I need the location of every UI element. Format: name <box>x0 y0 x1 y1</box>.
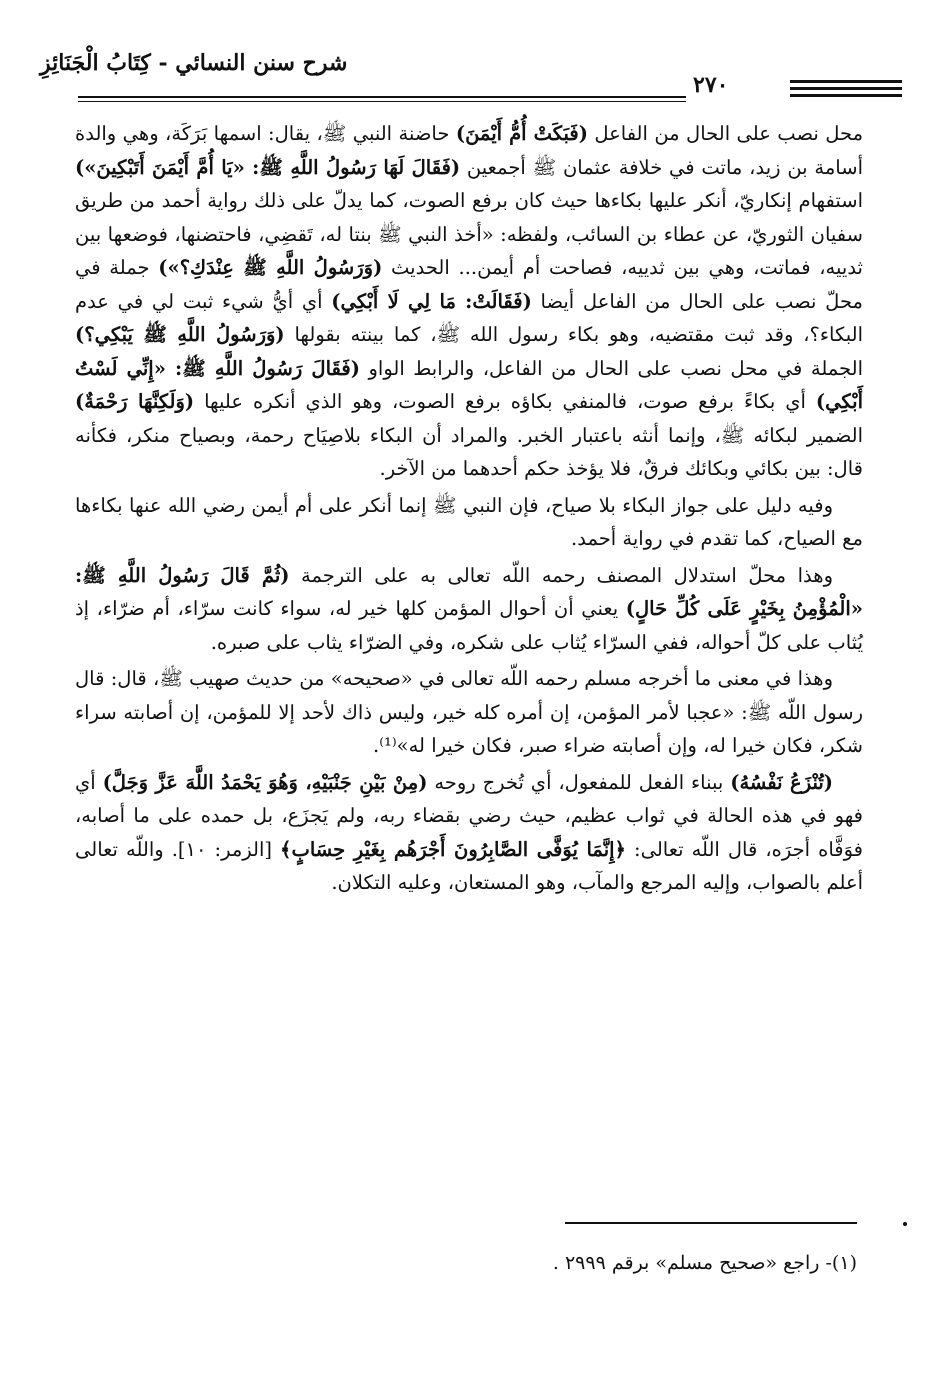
quoted-hadith-text: (تُنْزَعُ نَفْسُهُ) <box>730 770 833 794</box>
quoted-hadith-text: (ثُمَّ قَالَ رَسُولُ اللَّهِ ﷺ: «الْمُؤْمِنُ بِخَيْرٍ عَلَى كُلِّ حَالٍ) <box>75 563 863 620</box>
page-header <box>0 44 931 104</box>
commentary-text: وفيه دليل على جواز البكاء بلا صياح، فإن النبي ﷺ إنما أنكر على أم أيمن رضي الله عنها بكاءها مع الصياح، كما تقدم في رواية أحمد. <box>75 493 863 550</box>
commentary-text: [الزمر: ١٠]. واللّه تعالى أعلم بالصواب، وإليه المرجع والمآب، وهو المستعان، وعليه التكلان. <box>75 837 863 894</box>
quoted-hadith-text: (فَقَالَ رَسُولُ اللَّهِ ﷺ: «إِنِّي لَسْتُ أَبْكِي) <box>75 356 863 413</box>
quoted-hadith-text: (وَرَسُولُ اللَّهِ ﷺ يَبْكِي؟) <box>75 323 285 346</box>
commentary-text: يعني أن أحوال المؤمن كلها خير له، سواء كانت سرّاء، أم ضرّاء، إذ يُثاب على كلّ أحواله، ففي السرّاء يُثاب على شكره، وفي الضرّاء يثاب على صبره. <box>75 597 863 654</box>
quoted-hadith-text: ﴿إِنَّمَا يُوَفَّى الصَّابِرُونَ أَجْرَهُم بِغَيْرِ حِسَابٍ﴾ <box>280 837 626 861</box>
commentary-text: ببناء الفعل للمفعول، أي تُخرج روحه <box>427 770 731 794</box>
commentary-text: استفهام إنكاريّ، أنكر عليها بكاءها حيث كان برفع الصوت، كما يدلّ على ذلك رواية أحمد من طريق سفيان الثوريّ، عن عطاء بن السائب، ولفظه: «أخذ النبي ﷺ بنتا له، تَقضِي، فاحتضنها، فوضعها بين ثدييه، فماتت، وهي بين ثدييه، فصاحت أم أيمن... الحديث <box>75 189 863 279</box>
footnote-separator <box>565 1222 857 1224</box>
header-ornament <box>790 80 902 101</box>
footnote: (١)- راجع «صحيح مسلم» برقم ٢٩٩٩ . <box>552 1252 857 1274</box>
paragraph <box>75 489 863 556</box>
quoted-hadith-text: (وَرَسُولُ اللَّهِ ﷺ عِنْدَكِ؟») <box>158 256 383 279</box>
commentary-text: محل نصب على الحال من الفاعل <box>587 122 864 145</box>
quoted-hadith-text: (مِنْ بَيْنِ جَنْبَيْهِ، وَهُوَ يَحْمَدُ اللَّهَ عَزَّ وَجَلَّ) <box>102 770 428 794</box>
commentary-text: وهذا في معنى ما أخرجه مسلم رحمه اللّه تعالى في «صحيحه» من حديث صهيب ﷺ، قال: قال رسول اللّه ﷺ: «عجبا لأمر المؤمن، إن أمره كله خير، وليس ذاك لأحد إلا للمؤمن، إن أصابته سراء شكر، فكان خيرا له، وإن أصابته ضراء صبر، فكان خيرا له»⁽¹⁾. <box>75 667 863 757</box>
commentary-text: الضمير لبكائه ﷺ، وإنما أنثه باعتبار الخبر. والمراد أن البكاء بلاصِيَاح رحمة، وبصياح منكر، فكأنه قال: بين بكائي وبكائك فرقٌ، فلا يؤخذ حكم أحدهما من الآخر. <box>75 423 863 480</box>
commentary-text: أي فهو في هذه الحالة في ثواب عظيم، حيث رضي بقضاء ربه، ولم يَجزَع، بل حمده على ما أصابه، فوَفَّاه أجرَه، قال اللّه تعالى: <box>75 770 863 861</box>
paragraph <box>75 117 863 486</box>
paragraph <box>75 559 863 660</box>
quoted-hadith-text: (وَلَكِنَّهَا رَحْمَةٌ) <box>75 390 195 413</box>
commentary-text: أي أيُّ شيء ثبت لي في عدم البكاء؟، وقد ثبت مقتضيه، وهو بكاء رسول الله ﷺ، كما بينته بقولها <box>75 289 863 346</box>
commentary-text: جملة في محلّ نصب على الحال من الفاعل أيضا <box>75 256 863 313</box>
main-text <box>75 117 863 903</box>
quoted-hadith-text: (فَبَكَتْ أُمُّ أَيْمَنَ) <box>455 122 588 145</box>
header-rule-thin <box>78 101 686 102</box>
header-rule <box>78 96 686 98</box>
quoted-hadith-text: (فَقَالَ لَهَا رَسُولُ اللَّهِ ﷺ: «يَا أُمَّ أَيْمَنَ أَتَبْكِينَ») <box>75 155 461 179</box>
paragraph <box>75 662 863 763</box>
page-number: ٢٧٠ <box>693 72 729 98</box>
margin-dot <box>903 1222 907 1226</box>
running-title: شرح سنن النسائي - كِتَابُ الْجَنَائِزِ <box>40 50 348 76</box>
commentary-text: أي بكاءً برفع صوت، فالمنفي بكاؤه برفع الصوت، وهو الذي أنكره عليها <box>194 390 816 413</box>
paragraph <box>75 766 863 900</box>
quoted-hadith-text: (فَقَالَتْ: مَا لِي لَا أَبْكِي) <box>331 289 532 313</box>
commentary-text: حاضنة النبي ﷺ، يقال: اسمها بَرَكَة، وهي والدة أسامة بن زيد، ماتت في خلافة عثمان ﷺ أجمعين <box>75 122 863 179</box>
commentary-text: وهذا محلّ استدلال المصنف رحمه اللّه تعالى به على الترجمة <box>289 563 833 587</box>
commentary-text: الجملة في محل نصب على الحال من الفاعل، والرابط الواو <box>359 356 864 380</box>
